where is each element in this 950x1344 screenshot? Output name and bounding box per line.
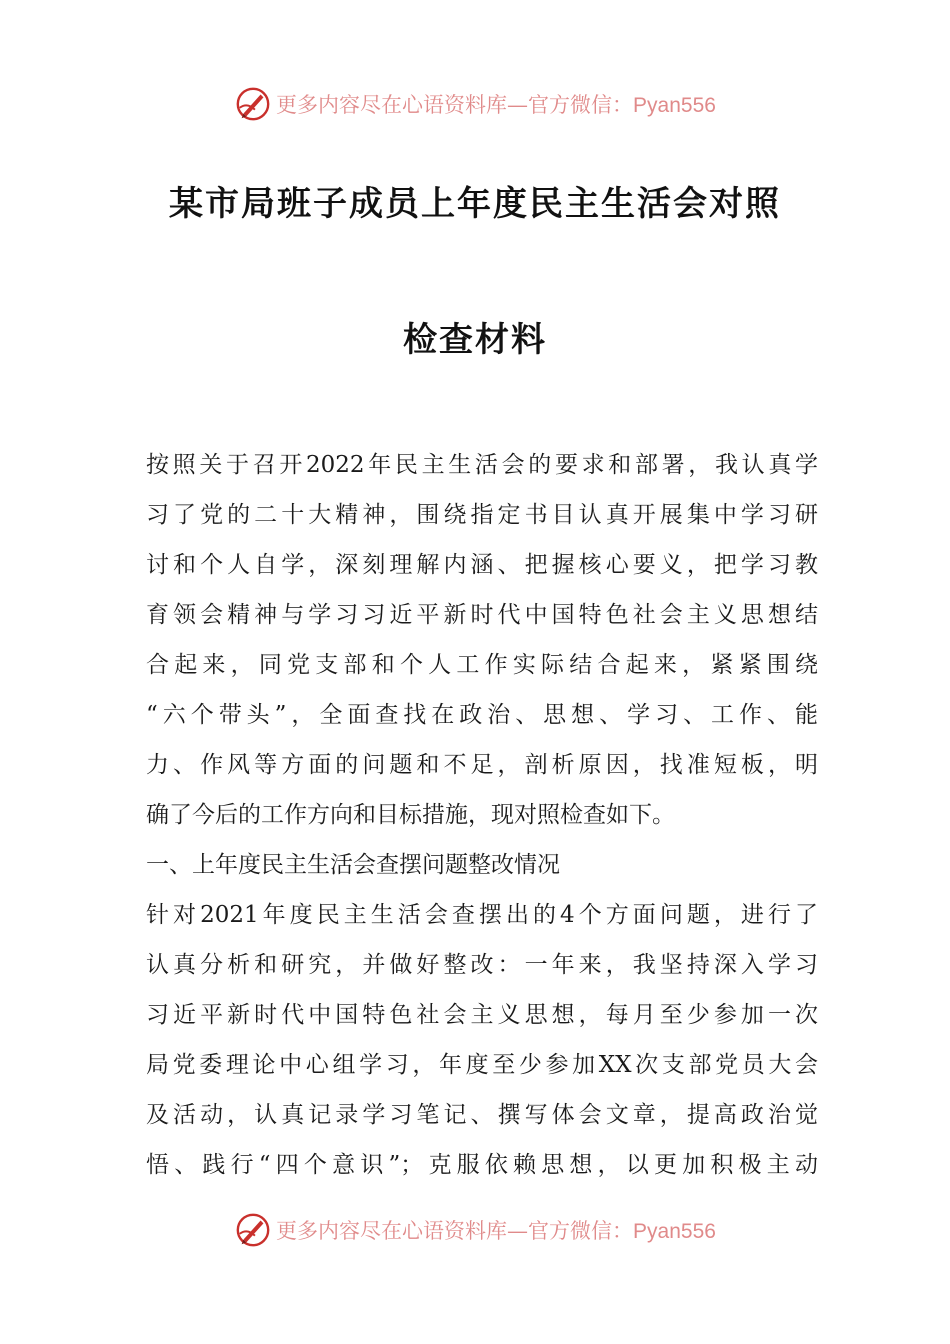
body-line: 确了今后的工作方向和目标措施，现对照检查如下。 bbox=[146, 802, 675, 828]
document-title-line-1: 某市局班子成员上年度民主生活会对照 bbox=[169, 184, 781, 224]
body-line: 局党委理论中心组学习，年度至少参加XX次支部党员大会 bbox=[146, 1052, 818, 1078]
watermark-text: 更多内容尽在心语资料库—官方微信： bbox=[276, 93, 634, 117]
body-line: 及活动，认真记录学习笔记、撰写体会文章，提高政治觉 bbox=[146, 1102, 818, 1128]
watermark-wechat-id: Pyan556 bbox=[633, 94, 716, 117]
body-line: 悟、践行“四个意识”；克服依赖思想，以更加积极主动 bbox=[146, 1152, 818, 1178]
pen-logo-icon bbox=[234, 1211, 272, 1249]
body-line: 认真分析和研究，并做好整改：一年来，我坚持深入学习 bbox=[146, 952, 818, 978]
body-line: 育领会精神与学习习近平新时代中国特色社会主义思想结 bbox=[146, 602, 818, 628]
body-line: 习近平新时代中国特色社会主义思想，每月至少参加一次 bbox=[146, 1002, 818, 1028]
section-heading: 一、上年度民主生活会查摆问题整改情况 bbox=[146, 852, 560, 878]
pen-logo-icon bbox=[234, 85, 272, 123]
document-title-line-2: 检查材料 bbox=[403, 320, 547, 360]
body-line: “六个带头”，全面查找在政治、思想、学习、工作、能 bbox=[146, 702, 818, 728]
body-line: 合起来，同党支部和个人工作实际结合起来，紧紧围绕 bbox=[146, 652, 818, 678]
body-line: 力、作风等方面的问题和不足，剖析原因，找准短板，明 bbox=[146, 752, 818, 778]
watermark-text: 更多内容尽在心语资料库—官方微信： bbox=[276, 1219, 634, 1243]
document-body bbox=[146, 440, 818, 1190]
body-line: 按照关于召开2022年民主生活会的要求和部署，我认真学 bbox=[146, 452, 818, 478]
footer-watermark bbox=[0, 1210, 950, 1250]
body-line: 讨和个人自学，深刻理解内涵、把握核心要义，把学习教 bbox=[146, 552, 818, 578]
watermark-wechat-id: Pyan556 bbox=[633, 1220, 716, 1243]
body-line: 针对2021年度民主生活会查摆出的4个方面问题，进行了 bbox=[146, 902, 818, 928]
body-line: 习了党的二十大精神，围绕指定书目认真开展集中学习研 bbox=[146, 502, 818, 528]
header-watermark bbox=[0, 84, 950, 124]
